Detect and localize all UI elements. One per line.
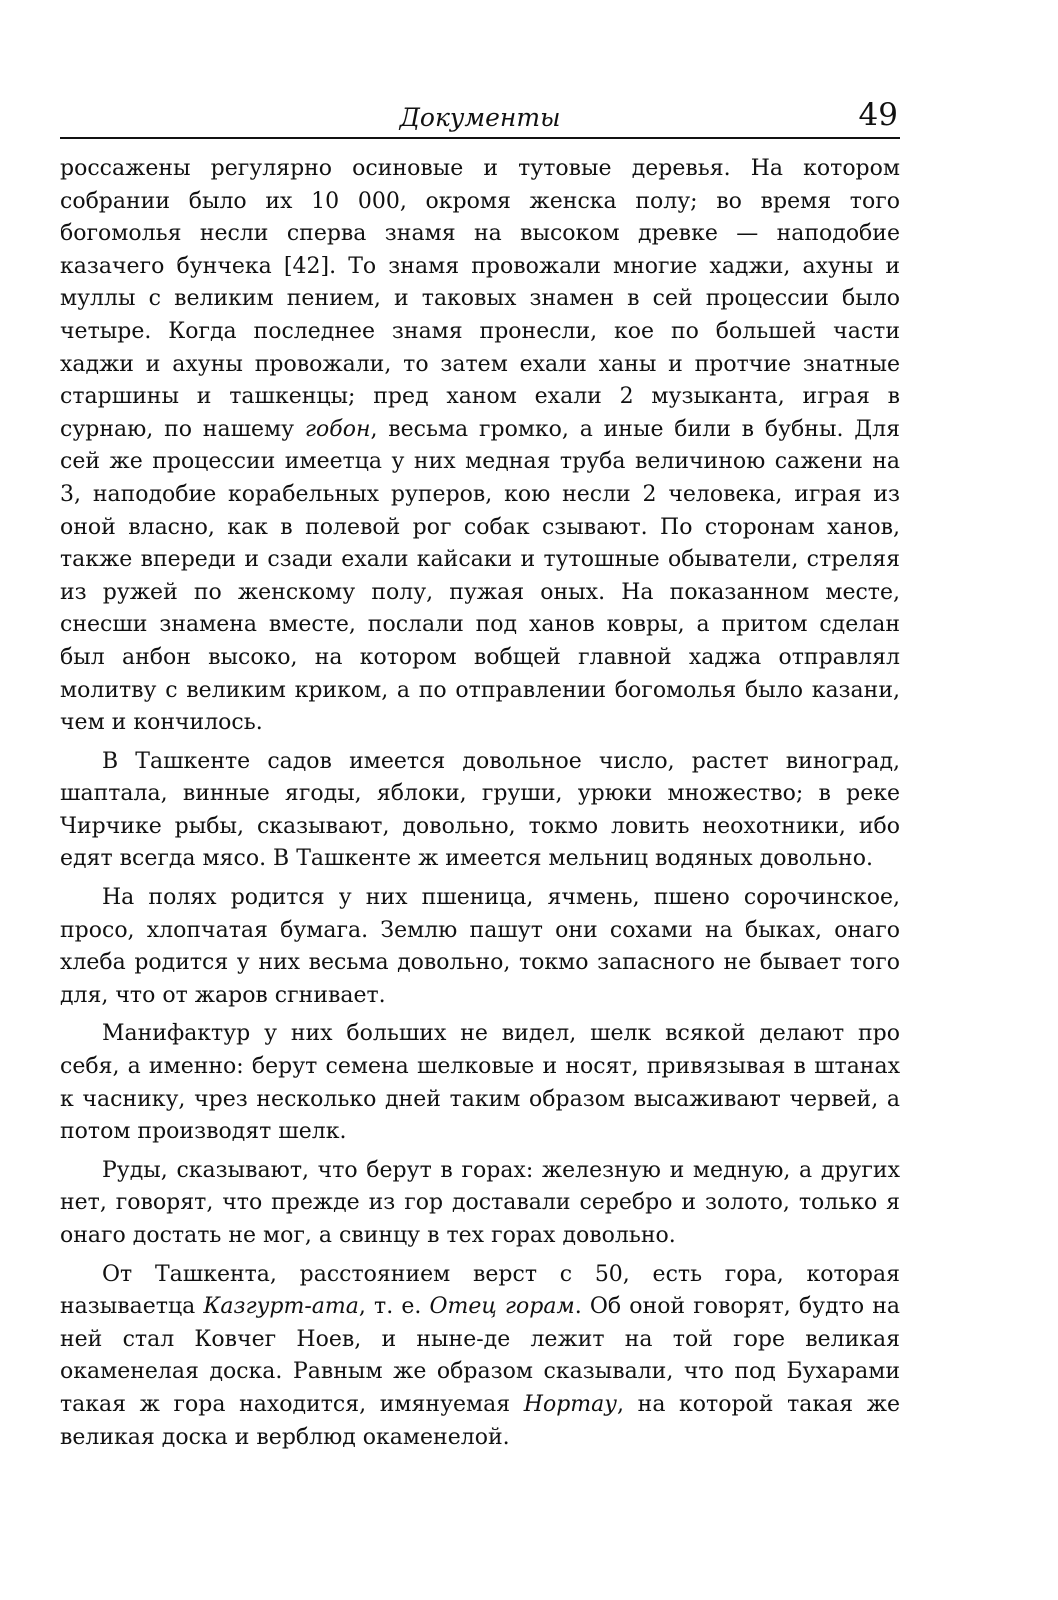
text-segment: Манифактур у них больших не видел, шелк всякой делают про себя, а именно: берут семена шелковые и носят, привязывая в штанах к часнику, чрез несколько дней таким образом высаживают червей, а потом производят шелк. (60, 1021, 900, 1145)
paragraph-2 (60, 746, 900, 876)
paragraph-1 (60, 153, 900, 740)
text-segment: Руды, сказывают, что берут в горах: железную и медную, а других нет, говорят, что прежде из гор доставали серебро и золото, только я онаго достать не мог, а свинцу в тех горах довольно. (60, 1157, 900, 1248)
text-segment: , весьма громко, а иные били в бубны. Для сей же процессии имеетца у них медная труба величиною сажени на 3, наподобие корабельных руперов, кою несли 2 человека, играя из оной власно, как в полевой рог собак сзывают. По сторонам ханов, также впереди и сзади ехали кайсаки и тутошные обыватели, стреляя из ружей по женскому полу, пужая оных. На показанном месте, снесши знамена вместе, послали под ханов ковры, а притом сделан был анбон высоко, на котором вобщей главной хаджа отправлял молитву с великим криком, а по отправлении богомолья было казани, чем и кончилось. (60, 416, 900, 736)
italic-term: гобон (304, 416, 371, 442)
text-segment: На полях родится у них пшеница, ячмень, пшено сорочинское, просо, хлопчатая бумага. Землю пашут они сохами на быках, онаго хлеба родится у них весьма довольно, токмо запасного не бывает того для, что от жаров сгнивает. (60, 885, 900, 1008)
paragraph-6 (60, 1259, 900, 1455)
body-text (60, 153, 900, 1454)
italic-term: Казгурт-ата (203, 1294, 359, 1320)
italic-term: Отец горам (429, 1294, 575, 1320)
text-segment: , т. е. (358, 1294, 430, 1320)
page-number: 49 (858, 97, 898, 133)
paragraph-3 (60, 882, 900, 1012)
paragraph-5 (60, 1155, 900, 1253)
text-segment: . Об оной говорят, будто на ней стал Ковчег Ноев, и ныне-де лежит на той горе великая окаменелая доска. Равным же образом сказывали, что под Бухарами такая ж гора находится, имянуемая (60, 1294, 900, 1417)
text-segment: В Ташкенте садов имеется довольное число, растет виноград, шаптала, винные ягоды, яблоки, груши, урюки множество; в реке Чирчике рыбы, сказывают, довольно, токмо ловить неохотники, ибо едят всегда мясо. В Ташкенте ж имеется мельниц водяных довольно. (60, 748, 900, 872)
page-header (60, 95, 900, 139)
italic-term: Нортау (523, 1391, 618, 1417)
paragraph-4 (60, 1018, 900, 1148)
document-page (60, 95, 900, 1454)
text-segment: россажены регулярно осиновые и тутовые деревья. На котором собрании было их 10 000, окромя женска полу; во время того богомолья несли сперва знамя на высоком древке — наподобие казачего бунчека [42]. То знамя провожали многие хаджи, ахуны и муллы с великим пением, и таковых знамен в сей процессии было четыре. Когда последнее знамя пронесли, кое по большей части хаджи и ахуны провожали, то затем ехали ханы и протчие знатные старшины и ташкенцы; пред ханом ехали 2 музыканта, играя в сурнаю, по нашему (60, 156, 900, 442)
text-segment: , на которой такая же великая доска и верблюд окаменелой. (60, 1391, 900, 1450)
running-title: Документы (399, 103, 561, 132)
text-segment: От Ташкента, расстоянием верст с 50, есть гора, которая называетца (60, 1261, 900, 1320)
